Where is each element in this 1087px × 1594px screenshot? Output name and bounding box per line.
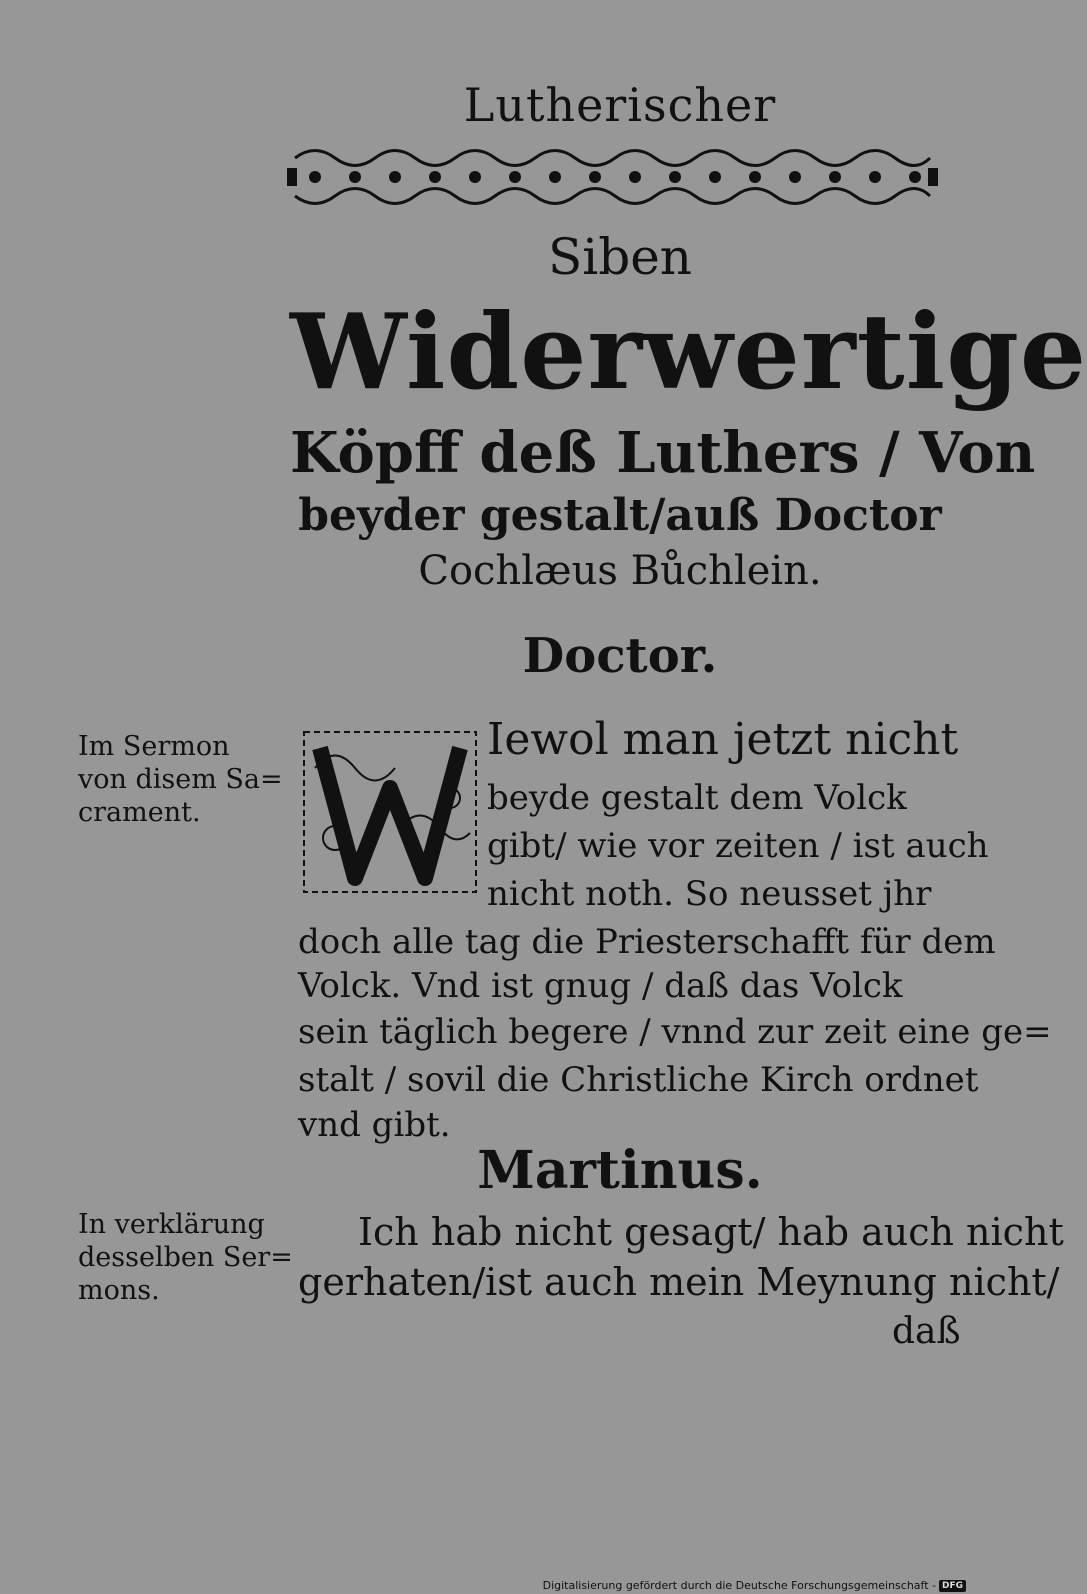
margin-note-line: Im Sermon [78, 731, 230, 762]
body-line: nicht noth. So neusset jhr [487, 874, 932, 914]
title-widerwertige: Widerwertige [290, 290, 1087, 413]
body-line: sein täglich begere / vnnd zur zeit eine ge= [298, 1012, 1052, 1052]
body-line: beyde gestalt dem Volck [487, 778, 907, 818]
margin-note-line: In verklärung [78, 1209, 265, 1240]
body-line: vnd gibt. [298, 1105, 451, 1145]
title-lutherischer: Lutherischer [463, 78, 777, 132]
digitization-footer [543, 1579, 966, 1592]
catchword: daß [892, 1311, 961, 1352]
body-line: Iewol man jetzt nicht [487, 714, 959, 765]
margin-note-sermon [78, 730, 293, 829]
body-line: gibt/ wie vor zeiten / ist auch [487, 826, 989, 866]
body-line: Volck. Vnd ist gnug / daß das Volck [298, 966, 903, 1006]
margin-note-line: mons. [78, 1275, 160, 1306]
margin-note-line: von disem Sa= [78, 764, 283, 795]
title-line-3: Cochlæus Bůchlein. [418, 548, 822, 594]
footer-text: Digitalisierung gefördert durch die Deutsche Forschungsgemeinschaft - [542, 1579, 936, 1592]
body-line: stalt / sovil die Christliche Kirch ordnet [298, 1060, 979, 1100]
margin-note-line: crament. [78, 797, 201, 828]
body-line: gerhaten/ist auch mein Meynung nicht/ [298, 1260, 1060, 1304]
body-line: doch alle tag die Priesterschafft für dem [298, 922, 996, 962]
ornament-band [285, 138, 940, 216]
body-line: Ich hab nicht gesagt/ hab auch nicht [358, 1210, 1064, 1254]
dfg-logo-icon: DFG [939, 1580, 966, 1592]
section-heading-doctor: Doctor. [522, 628, 718, 684]
title-line-2: beyder gestalt/auß Doctor [298, 490, 942, 541]
margin-note-line: desselben Ser= [78, 1242, 293, 1273]
title-siben: Siben [547, 228, 693, 286]
margin-note-verklaerung [78, 1208, 293, 1307]
decorated-initial-w [300, 728, 480, 896]
section-heading-martinus: Martinus. [477, 1140, 763, 1201]
title-line-1: Köpff deß Luthers / Von [290, 420, 1036, 486]
